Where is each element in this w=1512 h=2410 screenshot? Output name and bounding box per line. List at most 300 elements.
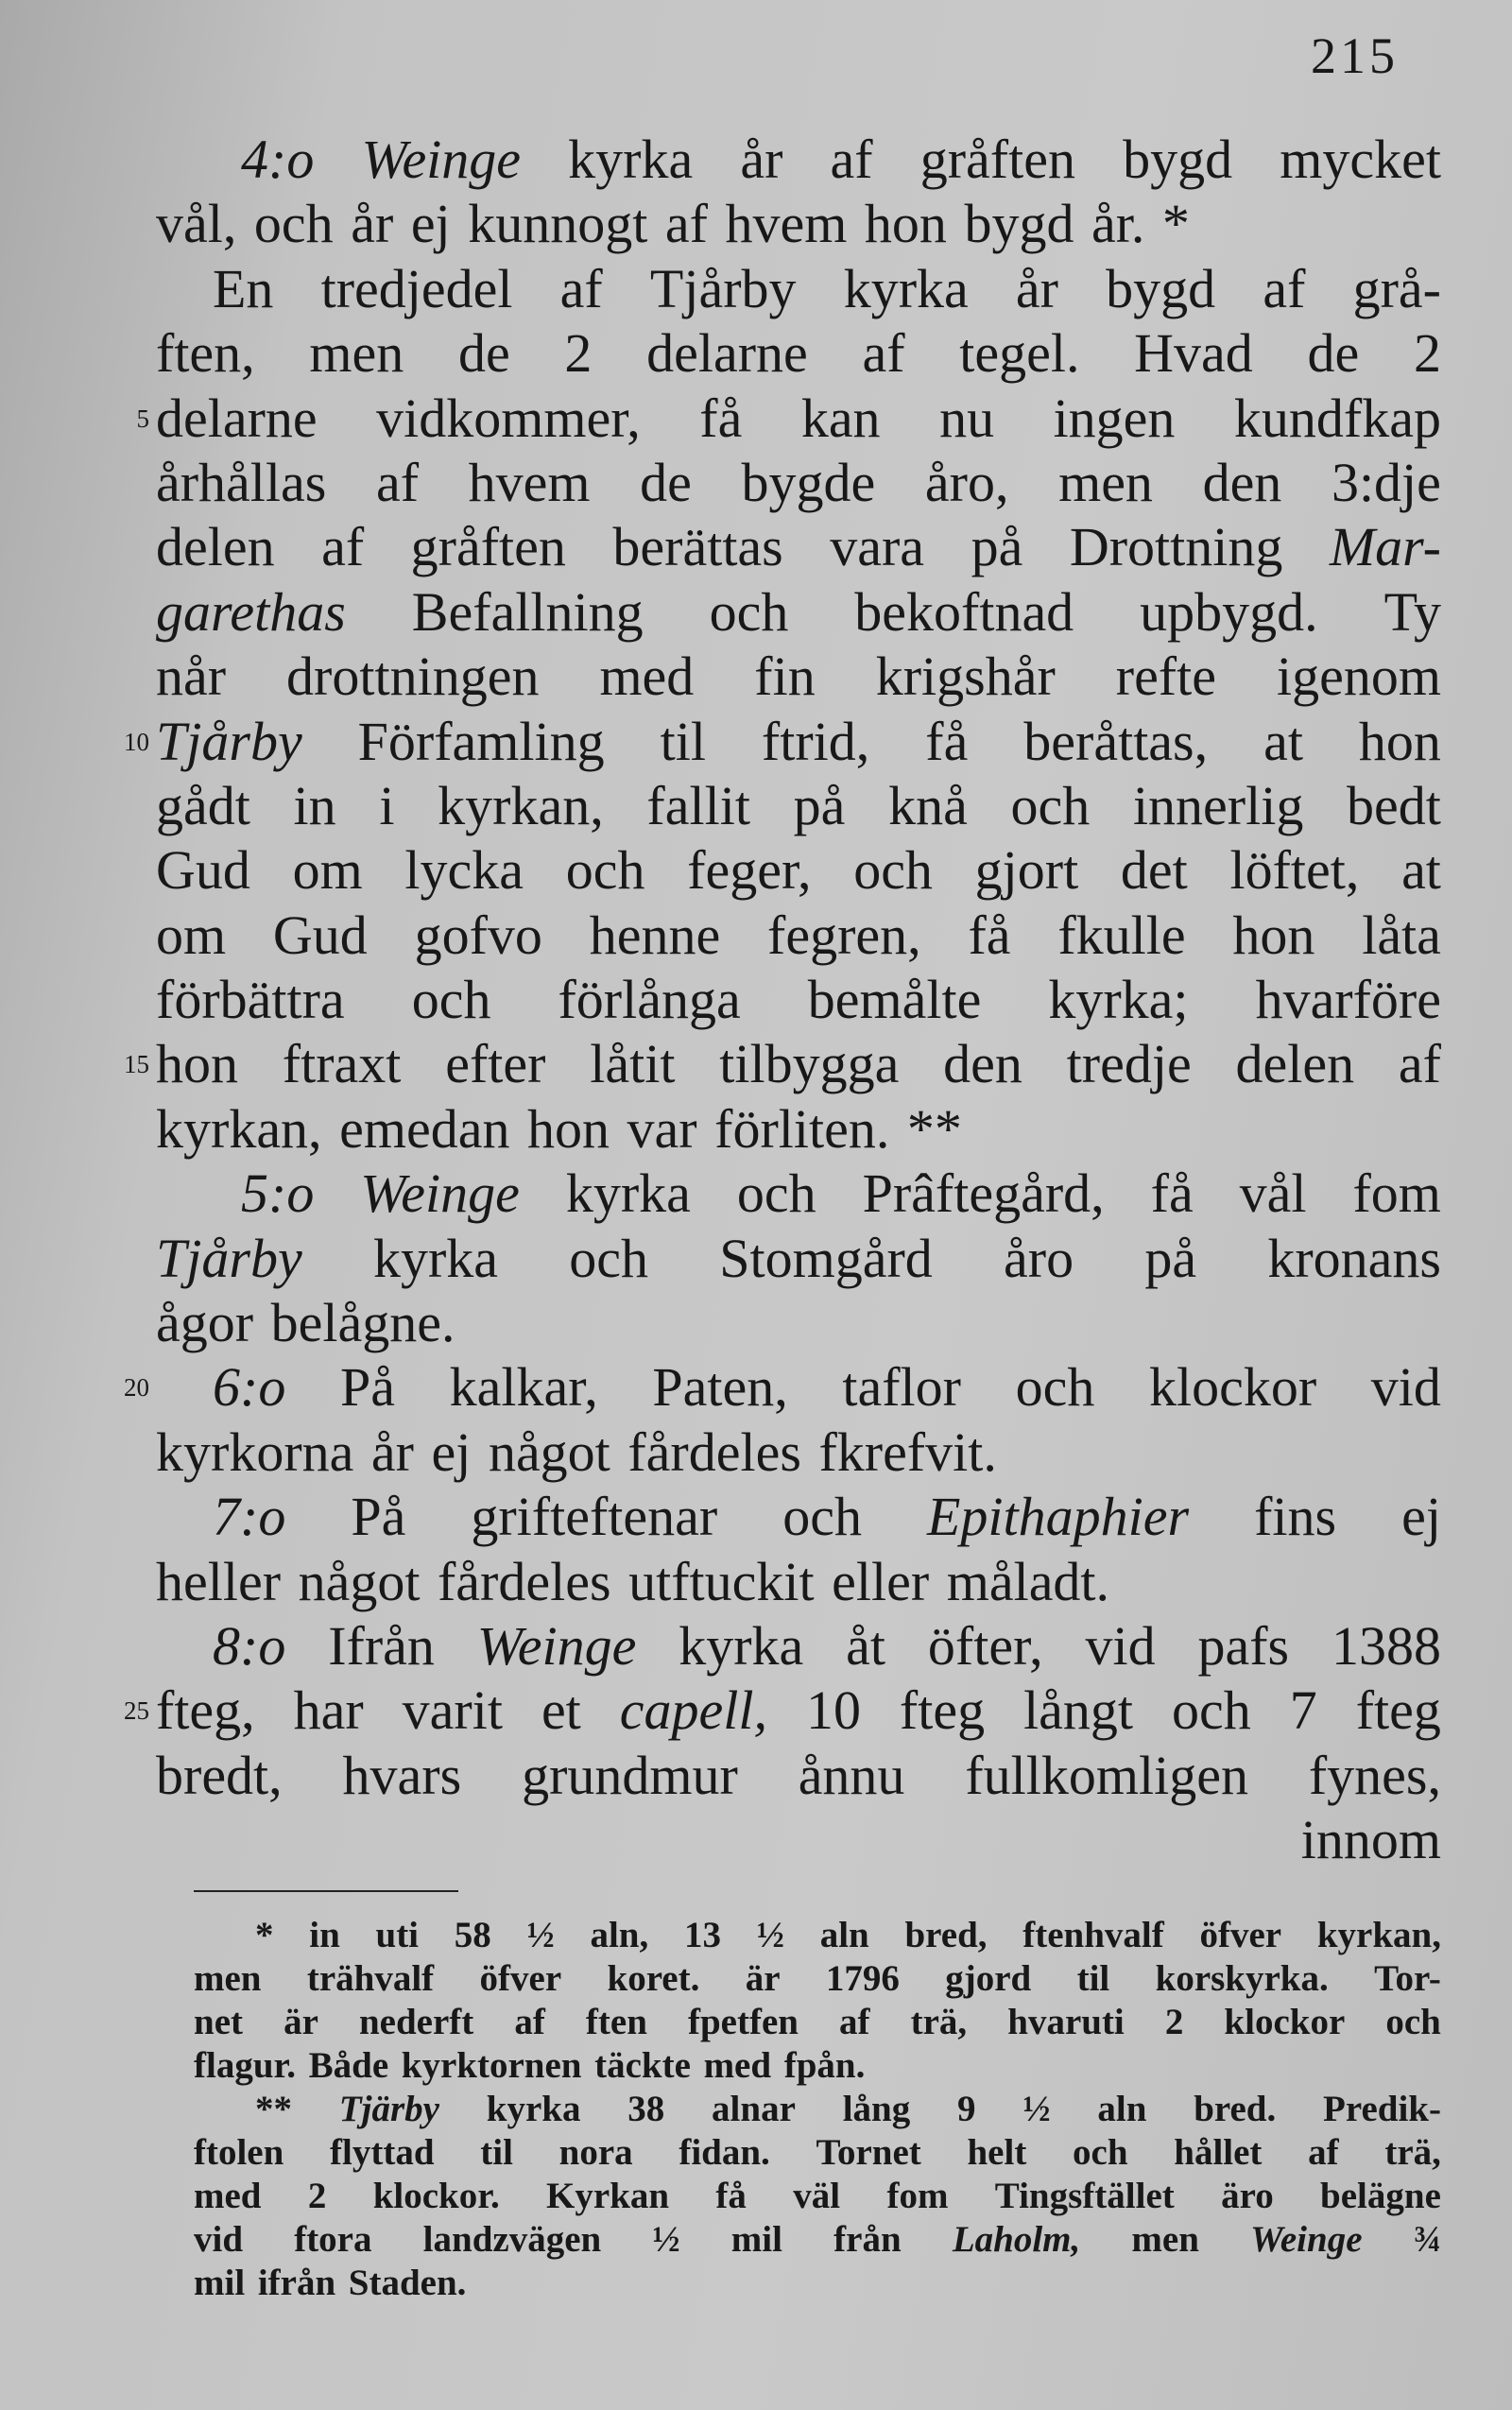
word: om: [292, 839, 363, 902]
text-line: [156, 645, 1441, 709]
footnote-line: [194, 2131, 1441, 2175]
text-line: [156, 1227, 1441, 1291]
word: ftrid,: [761, 710, 870, 772]
word: bred.: [1194, 2089, 1277, 2129]
word: de: [1307, 322, 1360, 385]
word: Tjårby: [156, 710, 302, 772]
word: mil: [730, 2219, 782, 2260]
word: feger,: [687, 839, 812, 902]
word: kyrkan,: [1316, 1915, 1441, 1955]
word: På: [339, 1356, 395, 1419]
word: från: [833, 2219, 902, 2260]
word: Stomgård: [719, 1227, 933, 1289]
word: Paten,: [652, 1356, 788, 1419]
word: ej: [410, 193, 451, 255]
footnote-line: [194, 1957, 1441, 2001]
word: har: [293, 1679, 364, 1742]
word: något: [488, 1420, 610, 1483]
word: af: [1263, 257, 1306, 319]
text-line: [156, 1485, 1441, 1549]
word: eller: [832, 1550, 930, 1612]
word: gjort: [974, 839, 1079, 902]
word: in: [309, 1915, 340, 1955]
word: af: [375, 451, 420, 513]
word: Prâftegård,: [862, 1162, 1105, 1225]
word: ½: [756, 1915, 784, 1955]
word: et: [541, 1679, 581, 1742]
word: ånnu: [798, 1744, 905, 1806]
word: Weinge: [361, 129, 522, 190]
word: och: [565, 839, 645, 902]
word: Weinge: [1250, 2219, 1363, 2260]
word: ftraxt: [282, 1033, 402, 1095]
word: fallit: [646, 774, 750, 836]
word: Ty: [1383, 580, 1441, 643]
footnote-line: [194, 2044, 1441, 2088]
word: af: [830, 129, 873, 190]
word: 6:o: [213, 1356, 286, 1419]
word: måladt.: [946, 1550, 1110, 1612]
word: flyttad: [330, 2132, 435, 2173]
word: täckte: [594, 2045, 691, 2086]
word: Gud: [156, 839, 250, 902]
text-line: [156, 1808, 1441, 1872]
word: fteg,: [156, 1679, 255, 1742]
word: och: [1073, 2132, 1128, 2173]
word: det: [1120, 839, 1188, 902]
word: Tjårby: [649, 257, 797, 319]
word: helt: [967, 2132, 1027, 2173]
word: ftora: [294, 2219, 372, 2260]
word: alnar: [712, 2089, 796, 2129]
word: åro: [1004, 1227, 1074, 1289]
word: 1796: [825, 1958, 900, 1999]
word: förliten.: [714, 1097, 890, 1160]
word: på: [1144, 1227, 1197, 1289]
text-line: [124, 1355, 1441, 1420]
word: hvem: [725, 193, 848, 255]
word: taflor: [842, 1356, 961, 1419]
text-line: [156, 838, 1441, 903]
word: bygd: [1123, 129, 1233, 190]
word: tredjedel: [320, 257, 513, 319]
word: den: [943, 1033, 1022, 1095]
word: bygd: [1106, 257, 1216, 319]
word: lycka: [404, 839, 524, 902]
word: 7:o: [213, 1486, 286, 1548]
word: varit: [402, 1679, 503, 1742]
text-line: [156, 192, 1441, 256]
word: af: [839, 2002, 870, 2042]
word: och: [853, 839, 933, 902]
text-line: [156, 1420, 1441, 1485]
word: få: [1150, 1162, 1194, 1225]
word: garethas: [156, 580, 346, 643]
word: at: [1401, 839, 1441, 902]
word: mil: [194, 2263, 246, 2303]
footnotes: [194, 1914, 1441, 2305]
word: år: [351, 193, 394, 255]
word: i: [379, 774, 395, 836]
footnote-line: [194, 2088, 1441, 2131]
word: förlånga: [558, 969, 741, 1031]
text-line: [156, 1744, 1441, 1808]
word: fpån.: [783, 2045, 866, 2086]
word: låta: [1362, 904, 1441, 966]
word: **: [906, 1097, 962, 1160]
word: nu: [939, 387, 995, 449]
word: nora: [558, 2132, 633, 2173]
word: ingen: [1053, 387, 1176, 449]
word: ej: [431, 1420, 472, 1483]
word: fegren,: [767, 904, 921, 966]
word: få: [715, 2176, 747, 2216]
word: af: [559, 257, 603, 319]
word: och: [411, 969, 491, 1031]
word: förbättra: [156, 969, 345, 1031]
word: 9: [957, 2089, 976, 2129]
word: af: [1308, 2132, 1339, 2173]
word: kyrkan,: [438, 774, 604, 836]
word: åt: [846, 1614, 886, 1677]
footnote-rule: [194, 1890, 458, 1892]
word: men: [309, 322, 404, 385]
word: hon: [864, 193, 947, 255]
word: innerlig: [1132, 774, 1304, 836]
word: 8:o: [213, 1614, 286, 1677]
word: pafs: [1197, 1614, 1290, 1677]
word: fullkomligen: [965, 1744, 1248, 1806]
word: år: [1015, 257, 1058, 319]
word: til: [660, 710, 706, 772]
word: få: [925, 710, 969, 772]
word: delarne: [156, 387, 318, 449]
footnote-line: [194, 2175, 1441, 2218]
word: 2: [1164, 2002, 1184, 2042]
word: kyrka: [679, 1614, 804, 1677]
word: år: [370, 1420, 414, 1483]
word: väl: [793, 2176, 841, 2216]
word: hvem: [468, 451, 591, 513]
word: bedt: [1347, 774, 1441, 836]
word: På: [351, 1486, 406, 1548]
word: låtit: [590, 1033, 676, 1095]
word: emedan: [339, 1097, 510, 1160]
word: af: [862, 322, 905, 385]
word: 3:dje: [1331, 451, 1441, 513]
word: trä,: [910, 2002, 968, 2042]
text-line: [156, 968, 1441, 1032]
word: kyrka: [843, 257, 969, 319]
word: in: [293, 774, 336, 836]
word: Tjårby: [156, 1227, 302, 1289]
text-line: [156, 904, 1441, 968]
footnote-line: [194, 2218, 1441, 2262]
word: Kyrkan: [546, 2176, 670, 2216]
line-number: 25: [124, 1696, 149, 1726]
word: tredje: [1066, 1033, 1192, 1095]
word: 5:o: [241, 1162, 315, 1225]
word: gofvo: [414, 904, 542, 966]
word: grifteftenar: [471, 1486, 718, 1548]
word: koret.: [607, 1958, 700, 1999]
word: Gud: [272, 904, 368, 966]
word: fins: [1254, 1486, 1337, 1548]
word: 2: [1413, 322, 1441, 385]
text-line: [156, 321, 1441, 386]
line-number: 5: [136, 404, 149, 433]
word: bred,: [904, 1915, 988, 1955]
word: når: [156, 646, 227, 708]
word: med: [194, 2176, 262, 2216]
word: hållet: [1174, 2132, 1263, 2173]
word: löftet,: [1229, 839, 1360, 902]
word: men: [194, 1958, 262, 1999]
text-line: [156, 257, 1441, 321]
word: kyrka;: [1048, 969, 1189, 1031]
word: århållas: [156, 451, 327, 513]
word: ften,: [156, 322, 255, 385]
word: igenom: [1276, 646, 1441, 708]
word: Epithaphier: [926, 1486, 1190, 1548]
word: delen: [156, 516, 275, 578]
word: på: [793, 774, 846, 836]
word: något: [298, 1550, 421, 1612]
line-number: 15: [124, 1050, 149, 1079]
word: bredt,: [156, 1744, 283, 1806]
word: grundmur: [522, 1744, 738, 1806]
body-text: [124, 128, 1441, 1873]
word: fkrefvit.: [818, 1420, 997, 1483]
word: Drottning: [1069, 516, 1283, 578]
word: 4:o: [241, 129, 315, 190]
word: ½: [1022, 2089, 1051, 2129]
word: kunnogt: [468, 193, 648, 255]
word: refte: [1115, 646, 1216, 708]
word: ej: [1401, 1486, 1441, 1548]
word: Weinge: [476, 1614, 637, 1677]
word: 1388: [1331, 1614, 1441, 1677]
text-line: [156, 580, 1441, 645]
word: fårdeles: [437, 1550, 611, 1612]
word: öfver: [479, 1958, 562, 1999]
word: kronans: [1267, 1227, 1441, 1289]
word: ågor: [156, 1292, 254, 1354]
word: ften: [585, 2002, 647, 2042]
word: delarne: [646, 322, 808, 385]
word: Staden.: [348, 2263, 467, 2303]
word: 2: [307, 2176, 327, 2216]
word: bemålte: [807, 969, 982, 1031]
text-line: [156, 515, 1441, 579]
word: fom: [886, 2176, 949, 2216]
word: uti: [375, 1915, 420, 1955]
word: och: [253, 193, 334, 255]
word: klockor: [1148, 1356, 1317, 1419]
word: heller: [156, 1550, 282, 1612]
word: gråften: [410, 516, 566, 578]
word: efter: [445, 1033, 546, 1095]
word: kyrkorna: [156, 1420, 354, 1483]
word: aln: [819, 1915, 869, 1955]
word: Predik-: [1323, 2089, 1441, 2129]
word: til: [1076, 1958, 1110, 1999]
text-line: [156, 1162, 1441, 1226]
word: åro,: [924, 451, 1009, 513]
word: och: [1010, 774, 1091, 836]
word: 7: [1289, 1679, 1317, 1742]
word: Hvad: [1134, 322, 1253, 385]
word: vid: [1085, 1614, 1156, 1677]
word: fidan.: [679, 2132, 770, 2173]
word: kan: [800, 387, 881, 449]
word: är: [284, 2002, 318, 2042]
line-number: 10: [124, 727, 149, 756]
word: af: [321, 516, 365, 578]
word: fynes,: [1308, 1744, 1441, 1806]
word: kyrka: [568, 129, 694, 190]
word: vara: [830, 516, 925, 578]
text-line: [124, 1678, 1441, 1743]
word: af: [514, 2002, 545, 2042]
word: öfter,: [927, 1614, 1043, 1677]
word: af: [1398, 1033, 1441, 1095]
word: de: [457, 322, 510, 385]
word: fpetfen: [687, 2002, 799, 2042]
word: och: [736, 1162, 816, 1225]
word: få: [968, 904, 1011, 966]
word: och: [569, 1227, 648, 1289]
word: drottningen: [286, 646, 540, 708]
word: få: [699, 387, 743, 449]
word: henne: [589, 904, 721, 966]
word: år: [740, 129, 783, 190]
word: at: [1263, 710, 1303, 772]
word: ftenhvalf: [1022, 1915, 1164, 1955]
word: trähvalf: [306, 1958, 435, 1999]
word: fin: [754, 646, 816, 708]
word: hvaruti: [1007, 2002, 1125, 2042]
word: gådt: [156, 774, 250, 836]
word: Tor-: [1374, 1958, 1441, 1999]
word: Laholm,: [952, 2219, 1081, 2260]
word: af: [664, 193, 708, 255]
word: 58: [454, 1915, 491, 1955]
word: *: [1161, 193, 1190, 255]
word: trä,: [1384, 2132, 1441, 2173]
word: är: [745, 1958, 781, 1999]
word: ftolen: [194, 2132, 284, 2173]
text-line: [156, 1614, 1441, 1678]
footnote-line: [194, 1914, 1441, 1957]
word: vål: [1239, 1162, 1307, 1225]
word: och: [1385, 2002, 1441, 2042]
word: Förfamling: [357, 710, 605, 772]
word: fårdeles: [627, 1420, 801, 1483]
word: och: [1015, 1356, 1095, 1419]
word: ifrån: [257, 2263, 336, 2303]
word: 38: [627, 2089, 665, 2129]
word: hon: [156, 1033, 238, 1095]
word: vid: [1370, 1356, 1441, 1419]
word: gråften: [919, 129, 1075, 190]
footnote-line: [194, 2001, 1441, 2044]
word: men: [1058, 451, 1153, 513]
word: upbygd.: [1140, 580, 1318, 643]
word: Tornet: [816, 2132, 921, 2173]
word: öfver: [1199, 1915, 1282, 1955]
word: flagur.: [194, 2045, 296, 2086]
word: år.: [1091, 193, 1145, 255]
word: kundfkap: [1233, 387, 1441, 449]
word: knå: [888, 774, 968, 836]
word: grå-: [1352, 257, 1441, 319]
word: nederft: [358, 2002, 474, 2042]
word: belägne: [1320, 2176, 1441, 2216]
word: kyrka: [372, 1227, 498, 1289]
word: 13: [683, 1915, 721, 1955]
word: innom: [1300, 1809, 1441, 1871]
line-number: 20: [124, 1373, 149, 1403]
word: äro: [1221, 2176, 1274, 2216]
word: och: [1172, 1679, 1251, 1742]
word: delen: [1235, 1033, 1355, 1095]
text-line: [156, 774, 1441, 838]
text-line: [124, 710, 1441, 774]
word: kyrka: [565, 1162, 691, 1225]
text-line: [156, 1291, 1441, 1355]
word: hon: [1358, 710, 1441, 772]
word: fkulle: [1057, 904, 1186, 966]
word: hvarföre: [1255, 969, 1441, 1031]
word: Befallning: [411, 580, 644, 643]
word: beråttas,: [1023, 710, 1209, 772]
word: med: [599, 646, 695, 708]
word: hon: [1232, 904, 1315, 966]
word: **: [255, 2089, 292, 2129]
text-line: [156, 451, 1441, 515]
text-line: [124, 1032, 1441, 1096]
word: Weinge: [360, 1162, 520, 1225]
word: Både: [308, 2045, 389, 2086]
word: klockor.: [372, 2176, 500, 2216]
footnote-line: [194, 2262, 1441, 2305]
word: korskyrka.: [1155, 1958, 1329, 1999]
word: fteg: [899, 1679, 986, 1742]
word: hvars: [342, 1744, 462, 1806]
word: 2: [564, 322, 593, 385]
text-line: [156, 128, 1441, 192]
word: utftuckit: [628, 1550, 815, 1612]
word: bygde: [741, 451, 876, 513]
word: belågne.: [270, 1292, 455, 1354]
word: bygd: [964, 193, 1074, 255]
text-line: [156, 1097, 1441, 1162]
word: hon: [527, 1097, 610, 1160]
word: vidkommer,: [376, 387, 641, 449]
word: til: [480, 2132, 513, 2173]
word: Tjärby: [338, 2089, 439, 2129]
word: kyrktornen: [401, 2045, 582, 2086]
word: med: [703, 2045, 772, 2086]
word: kyrka: [486, 2089, 581, 2129]
word: vid: [194, 2219, 244, 2260]
word: 10: [805, 1679, 861, 1742]
word: *: [255, 1915, 274, 1955]
page-number: 215: [1311, 27, 1399, 84]
word: landzvägen: [422, 2219, 602, 2260]
text-line: [136, 387, 1441, 451]
